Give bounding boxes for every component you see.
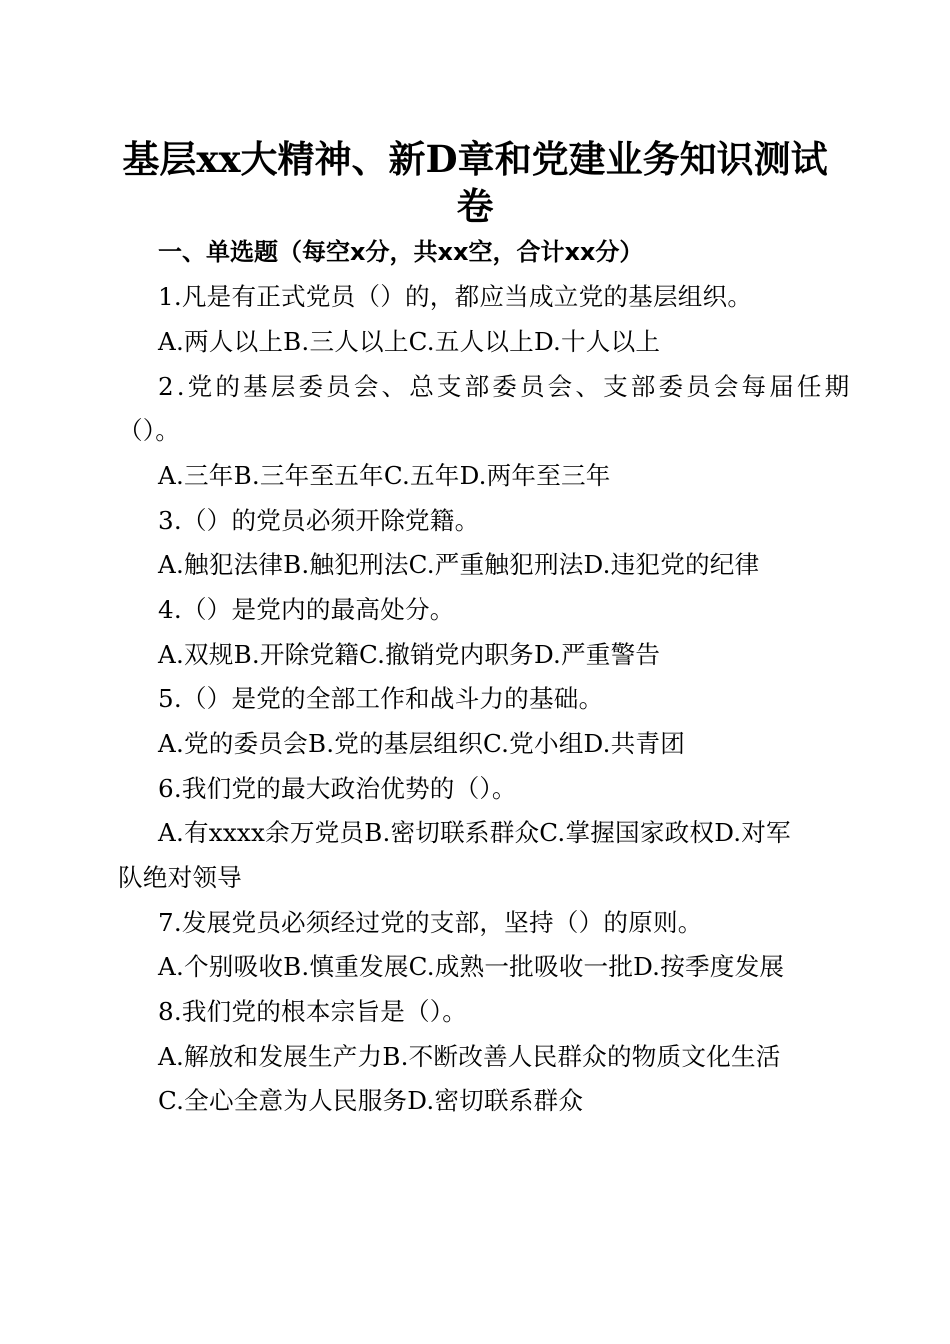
question-3-options: A.触犯法律B.触犯刑法C.严重触犯刑法D.违犯党的纪律 (158, 550, 760, 579)
question-5-options: A.党的委员会B.党的基层组织C.党小组D.共青团 (158, 729, 685, 758)
document-title-line-1: 基层xx大精神、新D章和党建业务知识测试 (122, 137, 828, 181)
section-heading: 一、单选题（每空x分，共xx空，合计xx分） (158, 238, 644, 266)
question-2-stem-line-2: （）。 (118, 416, 181, 445)
question-1-stem: 1.凡是有正式党员（）的，都应当成立党的基层组织。 (158, 282, 753, 311)
question-5-stem: 5.（）是党的全部工作和战斗力的基础。 (158, 684, 604, 713)
document-title-line-2: 卷 (456, 184, 494, 228)
question-2-stem-line-1: 2.党的基层委员会、总支部委员会、支部委员会每届任期 (158, 372, 853, 401)
question-8-stem: 8.我们党的根本宗旨是（）。 (158, 997, 468, 1026)
question-4-stem: 4.（）是党内的最高处分。 (158, 595, 455, 624)
question-2-options: A.三年B.三年至五年C.五年D.两年至三年 (158, 461, 611, 490)
question-1-options: A.两人以上B.三人以上C.五人以上D.十人以上 (158, 327, 661, 356)
question-6-stem: 6.我们党的最大政治优势的（）。 (158, 774, 517, 803)
question-6-options-line-1: A.有xxxx余万党员B.密切联系群众C.掌握国家政权D.对军 (158, 818, 791, 847)
question-7-stem: 7.发展党员必须经过党的支部，坚持（）的原则。 (158, 908, 703, 937)
question-3-stem: 3.（）的党员必须开除党籍。 (158, 506, 480, 535)
question-6-options-line-2: 队绝对领导 (118, 863, 242, 892)
question-4-options: A.双规B.开除党籍C.撤销党内职务D.严重警告 (158, 640, 661, 669)
question-8-options-line-1: A.解放和发展生产力B.不断改善人民群众的物质文化生活 (158, 1042, 781, 1071)
question-8-options-line-2: C.全心全意为人民服务D.密切联系群众 (158, 1086, 584, 1115)
question-7-options: A.个别吸收B.慎重发展C.成熟一批吸收一批D.按季度发展 (158, 952, 785, 981)
